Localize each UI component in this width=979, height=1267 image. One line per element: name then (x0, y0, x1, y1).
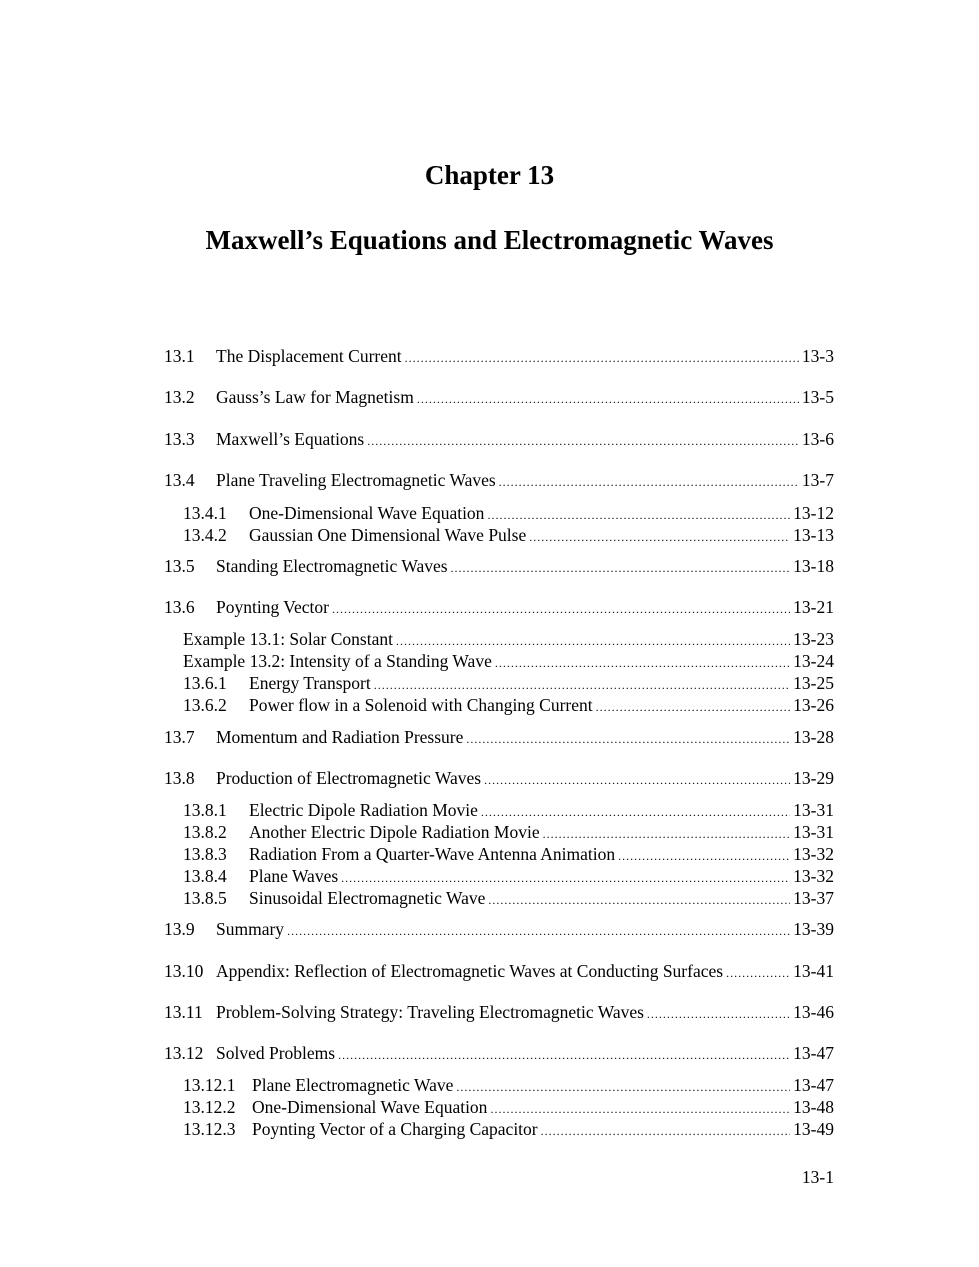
dot-leader (451, 557, 791, 579)
toc-label: One-Dimensional Wave Equation (252, 1097, 488, 1117)
toc-number: 13.1 (164, 346, 195, 366)
toc-page: 13-5 (801, 387, 834, 407)
toc-label: Power flow in a Solenoid with Changing Current (249, 695, 593, 715)
toc-page: 13-49 (793, 1119, 834, 1139)
toc-label: Standing Electromagnetic Waves (216, 556, 448, 576)
toc-page: 13-23 (793, 629, 834, 649)
toc-number: 13.5 (164, 556, 195, 576)
toc-entry-13-7[interactable] (164, 726, 834, 748)
toc-page: 13-31 (793, 822, 834, 842)
dot-leader (481, 801, 790, 823)
toc-entry-13-8-2[interactable] (183, 821, 834, 843)
toc-entry-13-5[interactable] (164, 555, 834, 577)
toc-label: Appendix: Reflection of Electromagnetic Waves at Conducting Surfaces (216, 961, 724, 981)
dot-leader (543, 823, 791, 845)
toc-page: 13-46 (793, 1002, 834, 1022)
dot-leader (332, 598, 790, 620)
dot-leader (726, 962, 790, 984)
toc-entry-13-10[interactable] (164, 960, 834, 982)
dot-leader (647, 1003, 790, 1025)
toc-page: 13-21 (793, 597, 834, 617)
toc-label: Production of Electromagnetic Waves (216, 768, 482, 788)
toc-label: Sinusoidal Electromagnetic Wave (249, 888, 486, 908)
toc-page: 13-29 (793, 768, 834, 788)
dot-leader (466, 728, 790, 750)
dot-leader (287, 920, 790, 942)
toc-number: 13.8.3 (183, 844, 227, 864)
toc-label: Plane Waves (249, 866, 339, 886)
toc-entry-13-6-2[interactable] (183, 694, 834, 716)
dot-leader (541, 1120, 791, 1142)
toc-page: 13-31 (793, 800, 834, 820)
toc-number: 13.8.5 (183, 888, 227, 908)
toc-label: Problem-Solving Strategy: Traveling Electromagnetic Waves (216, 1002, 644, 1022)
toc-label: The Displacement Current (216, 346, 402, 366)
toc-label: Electric Dipole Radiation Movie (249, 800, 478, 820)
dot-leader (487, 504, 790, 526)
toc-label: Poynting Vector of a Charging Capacitor (252, 1119, 538, 1139)
toc-label: One-Dimensional Wave Equation (249, 503, 485, 523)
dot-leader (618, 845, 790, 867)
toc-page: 13-3 (801, 346, 834, 366)
dot-leader (490, 1098, 790, 1120)
dot-leader (367, 430, 799, 452)
toc-label: Poynting Vector (216, 597, 329, 617)
dot-leader (488, 889, 790, 911)
toc-entry-13-12-2[interactable] (183, 1096, 834, 1118)
toc-label: Momentum and Radiation Pressure (216, 727, 464, 747)
toc-label: Solved Problems (216, 1043, 336, 1063)
toc-page: 13-28 (793, 727, 834, 747)
toc-entry-example-13-1[interactable] (183, 628, 834, 650)
toc-page: 13-32 (793, 844, 834, 864)
toc-entry-13-4-2[interactable] (183, 524, 834, 546)
toc-number: 13.2 (164, 387, 195, 407)
toc-number: 13.8.4 (183, 866, 227, 886)
toc-page: 13-6 (801, 429, 834, 449)
toc-entry-13-8-5[interactable] (183, 887, 834, 909)
toc-number: 13.3 (164, 429, 195, 449)
dot-leader (499, 471, 799, 493)
toc-entry-13-2[interactable] (164, 386, 834, 408)
toc-entry-13-12[interactable] (164, 1042, 834, 1064)
dot-leader (529, 526, 790, 548)
dot-leader (596, 696, 791, 718)
toc-page: 13-7 (801, 470, 834, 490)
toc-label: Plane Electromagnetic Wave (252, 1075, 454, 1095)
toc-entry-13-8-4[interactable] (183, 865, 834, 887)
page-number: 13-1 (801, 1167, 834, 1187)
dot-leader (405, 347, 799, 369)
toc-entry-13-1[interactable] (164, 345, 834, 367)
toc-page: 13-13 (793, 525, 834, 545)
toc-entry-13-3[interactable] (164, 428, 834, 450)
toc-entry-13-6-1[interactable] (183, 672, 834, 694)
dot-leader (417, 388, 799, 410)
toc-number: 13.4.2 (183, 525, 227, 545)
dot-leader (456, 1076, 790, 1098)
toc-entry-13-11[interactable] (164, 1001, 834, 1023)
toc-label: Example 13.1: Solar Constant (183, 629, 393, 649)
toc-entry-13-9[interactable] (164, 918, 834, 940)
toc-page: 13-12 (793, 503, 834, 523)
toc-number: 13.6.2 (183, 695, 227, 715)
toc-page: 13-25 (793, 673, 834, 693)
chapter-heading: Chapter 13 (424, 160, 555, 190)
toc-label: Energy Transport (249, 673, 371, 693)
toc-number: 13.7 (164, 727, 195, 747)
toc-number: 13.4 (164, 470, 195, 490)
toc-number: 13.4.1 (183, 503, 227, 523)
dot-leader (338, 1044, 790, 1066)
toc-entry-13-8[interactable] (164, 767, 834, 789)
toc-entry-13-4[interactable] (164, 469, 834, 491)
dot-leader (495, 652, 790, 674)
toc-page: 13-39 (793, 919, 834, 939)
toc-entry-13-4-1[interactable] (183, 502, 834, 524)
toc-number: 13.12 (164, 1043, 204, 1063)
toc-number: 13.10 (164, 961, 204, 981)
toc-page: 13-37 (793, 888, 834, 908)
toc-entry-example-13-2[interactable] (183, 650, 834, 672)
toc-number: 13.12.2 (183, 1097, 236, 1117)
toc-page: 13-26 (793, 695, 834, 715)
toc-label: Radiation From a Quarter-Wave Antenna Animation (249, 844, 616, 864)
toc-page: 13-24 (793, 651, 834, 671)
toc-label: Maxwell’s Equations (216, 429, 365, 449)
toc-number: 13.11 (164, 1002, 203, 1022)
toc-page: 13-47 (793, 1075, 834, 1095)
toc-entry-13-8-1[interactable] (183, 799, 834, 821)
toc-page: 13-48 (793, 1097, 834, 1117)
dot-leader (396, 630, 790, 652)
toc-label: Another Electric Dipole Radiation Movie (249, 822, 540, 842)
toc-page: 13-47 (793, 1043, 834, 1063)
toc-label: Gaussian One Dimensional Wave Pulse (249, 525, 527, 545)
dot-leader (484, 769, 790, 791)
toc-entry-13-12-1[interactable] (183, 1074, 834, 1096)
toc-number: 13.6.1 (183, 673, 227, 693)
toc-number: 13.8.1 (183, 800, 227, 820)
dot-leader (341, 867, 790, 889)
toc-number: 13.9 (164, 919, 195, 939)
dot-leader (374, 674, 790, 696)
toc-number: 13.8 (164, 768, 195, 788)
toc-page: 13-41 (793, 961, 834, 981)
toc-label: Plane Traveling Electromagnetic Waves (216, 470, 496, 490)
toc-number: 13.6 (164, 597, 195, 617)
toc-label: Gauss’s Law for Magnetism (216, 387, 414, 407)
toc-label: Example 13.2: Intensity of a Standing Wave (183, 651, 492, 671)
chapter-title: Maxwell’s Equations and Electromagnetic Waves (205, 225, 774, 255)
toc-number: 13.12.1 (183, 1075, 236, 1095)
toc-number: 13.12.3 (183, 1119, 236, 1139)
toc-number: 13.8.2 (183, 822, 227, 842)
toc-label: Summary (216, 919, 285, 939)
toc-entry-13-6[interactable] (164, 596, 834, 618)
toc-entry-13-8-3[interactable] (183, 843, 834, 865)
toc-entry-13-12-3[interactable] (183, 1118, 834, 1140)
toc-page: 13-32 (793, 866, 834, 886)
toc-page: 13-18 (793, 556, 834, 576)
